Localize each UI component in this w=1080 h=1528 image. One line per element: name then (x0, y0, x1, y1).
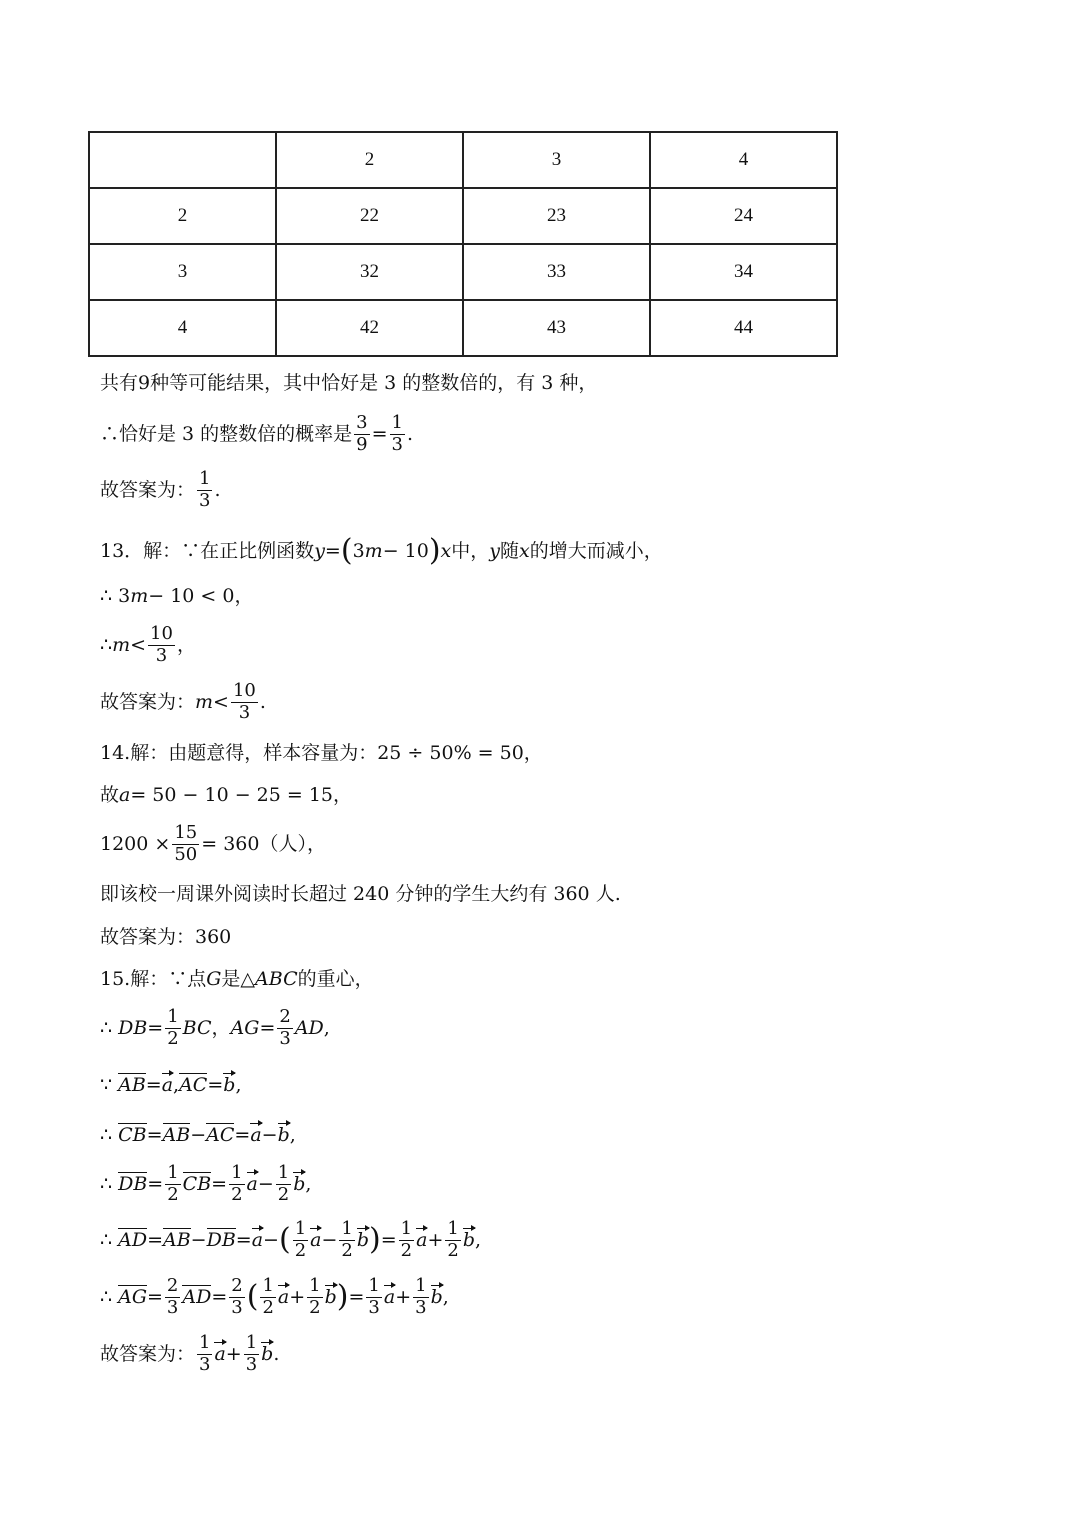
math-token: BC (182, 1016, 212, 1039)
table-cell: 22 (276, 188, 463, 244)
math-token: 3 (199, 1353, 211, 1375)
math-token: − (261, 1124, 278, 1146)
math-token: 1 (309, 1275, 321, 1296)
q14-answer (100, 928, 231, 947)
math-token: a (383, 1285, 396, 1308)
fraction (413, 1277, 428, 1318)
fraction (165, 1277, 180, 1318)
table-cell: 34 (650, 244, 837, 300)
math-token: 3 (199, 489, 211, 511)
math-token: m (112, 633, 131, 656)
math-token: a (119, 784, 131, 806)
math-token: AB (118, 1074, 146, 1096)
math-token: x (519, 539, 530, 562)
math-token: AG (230, 1016, 260, 1039)
math-token: 2 (277, 1183, 290, 1205)
math-token: 3 (368, 1296, 380, 1318)
math-token: 50 (174, 843, 198, 865)
math-token: = 360（人）， (201, 832, 326, 855)
math-token: . (273, 1342, 280, 1365)
q13-inequality (100, 587, 253, 606)
math-token: 故答案为：360 (100, 926, 232, 948)
table-cell: 33 (463, 244, 650, 300)
fraction (339, 1220, 354, 1261)
math-token: 15.解：∵点 (100, 968, 207, 990)
math-token: ∴ (100, 633, 113, 656)
math-token: = (211, 1285, 228, 1308)
math-token: 2 (231, 1183, 243, 1205)
math-token: 的重心， (297, 968, 374, 990)
math-token: 的增大而减小， (529, 539, 663, 562)
q15-step3 (100, 1126, 296, 1145)
math-token: ( (340, 533, 353, 568)
math-token: b (324, 1285, 337, 1308)
math-token: 3 (391, 433, 403, 455)
math-token: 14.解：由题意得，样本容量为：25 ÷ 50% = 50， (100, 742, 543, 764)
math-token: 1 (415, 1275, 427, 1296)
fraction (260, 1277, 275, 1318)
math-token: . (407, 422, 414, 445)
math-token: = (147, 1172, 164, 1195)
math-token: 3 (356, 412, 368, 433)
math-token: ∴ (100, 1172, 113, 1195)
q12-probability-line (100, 414, 413, 455)
math-token: = (324, 539, 341, 562)
q15-step5 (100, 1220, 481, 1261)
math-token: DB (118, 1172, 148, 1195)
fraction (197, 470, 212, 511)
math-token: 共有9种等可能结果，其中恰好是 3 的整数倍的，有 3 种， (100, 372, 598, 394)
math-token: y (489, 539, 501, 562)
fraction (293, 1220, 308, 1261)
math-token: b (356, 1228, 370, 1251)
math-token: b (277, 1124, 290, 1146)
fraction (366, 1277, 381, 1318)
math-token: 2 (294, 1239, 307, 1261)
q15-step1 (100, 1008, 330, 1049)
math-token: 1 (391, 412, 403, 433)
math-token: ， (211, 1016, 231, 1039)
math-token: a (214, 1342, 226, 1365)
math-token: ABC (255, 968, 298, 990)
math-token: a (277, 1285, 290, 1308)
math-token: 1 (167, 1006, 179, 1027)
math-token: = (380, 1228, 397, 1251)
math-token: 故答案为： (100, 478, 196, 501)
math-token: ( (246, 1279, 259, 1315)
math-token: a (250, 1124, 262, 1146)
math-token: 故答案为： (100, 1342, 196, 1365)
q15-premise (100, 970, 374, 989)
table-cell: 2 (276, 132, 463, 188)
q12-answer (100, 470, 221, 511)
math-token: b (430, 1285, 443, 1308)
math-token: − (263, 1228, 279, 1251)
math-token: 2 (447, 1239, 459, 1261)
math-token: AB (162, 1228, 191, 1251)
math-token: b (223, 1074, 236, 1096)
math-token: − 10 < 0， (148, 585, 254, 607)
table-cell: 42 (276, 300, 463, 356)
math-token: DB (118, 1016, 148, 1039)
math-token: = (235, 1228, 252, 1251)
fraction (307, 1277, 322, 1318)
q15-step2 (100, 1076, 241, 1095)
table-cell: 3 (463, 132, 650, 188)
math-token: 3 (415, 1296, 427, 1318)
math-token: 1 (262, 1275, 274, 1296)
math-token: + (225, 1342, 242, 1365)
math-token: x (440, 539, 452, 562)
math-token: 1 (277, 1162, 290, 1183)
math-token: 2 (400, 1239, 413, 1261)
math-token: 故答案为： (100, 690, 196, 713)
fraction (390, 414, 405, 455)
q14-a-value (100, 786, 352, 805)
math-token: 1 (167, 1162, 179, 1183)
math-token: ∴ (100, 1228, 113, 1251)
table-row (89, 300, 837, 356)
math-token: AD (294, 1016, 324, 1039)
math-token: , (235, 1074, 242, 1096)
math-token: 1 (400, 1218, 413, 1239)
math-token: ) (336, 1279, 349, 1315)
table-cell: 43 (463, 300, 650, 356)
math-token: m (130, 585, 149, 607)
math-token: ) (369, 1222, 381, 1258)
math-token: ∵ (100, 1074, 113, 1096)
math-token: = (371, 422, 388, 445)
fraction (244, 1334, 259, 1375)
math-token: ∴恰好是 3 的整数倍的概率是 (100, 422, 353, 445)
table-cell: 24 (650, 188, 837, 244)
math-token: − (321, 1228, 338, 1251)
math-token: 3 (155, 644, 168, 666)
math-token: ∴ 3 (100, 585, 131, 607)
math-token: 2 (167, 1027, 179, 1049)
math-token: 3 (231, 1296, 243, 1318)
math-token: y (314, 539, 325, 562)
math-token: 1200 × (100, 832, 171, 855)
math-token: 2 (231, 1275, 243, 1296)
fraction (399, 1220, 414, 1261)
math-token: = (147, 1228, 163, 1251)
math-token: 1 (341, 1218, 353, 1239)
math-token: m (364, 539, 383, 562)
math-token: − (257, 1172, 274, 1195)
fraction (445, 1220, 460, 1261)
fraction (148, 625, 175, 666)
math-token: m (195, 690, 214, 713)
fraction (229, 1277, 244, 1318)
fraction (276, 1164, 291, 1205)
table-cell: 44 (650, 300, 837, 356)
q14-estimate (100, 824, 326, 865)
math-token: DB (206, 1228, 236, 1251)
math-token: AC (179, 1074, 208, 1096)
math-token: AG (118, 1285, 147, 1308)
math-token: 3 (352, 539, 365, 562)
math-token: ( (278, 1222, 291, 1258)
math-token: 即该校一周课外阅读时长超过 240 分钟的学生大约有 360 人. (100, 883, 621, 905)
math-token: 2 (341, 1239, 353, 1261)
math-token: AB (162, 1124, 191, 1146)
math-token: , (442, 1285, 449, 1308)
math-token: 10 (232, 680, 256, 701)
math-token: 3 (166, 1296, 179, 1318)
math-token: ∴ (100, 1124, 113, 1146)
math-token: = (211, 1172, 228, 1195)
math-token: . (259, 690, 266, 713)
table-cell: 4 (89, 300, 276, 356)
math-token: + (395, 1285, 412, 1308)
math-token: = (145, 1074, 162, 1096)
multiplication-outcome-table (88, 131, 838, 357)
table-row (89, 244, 837, 300)
math-token: − (190, 1124, 207, 1146)
table-cell: 4 (650, 132, 837, 188)
math-token: 2 (166, 1275, 179, 1296)
table-row (89, 132, 837, 188)
fraction (231, 682, 258, 723)
math-token: 1 (294, 1218, 307, 1239)
math-token: a (246, 1172, 258, 1195)
math-token: + (427, 1228, 444, 1251)
math-token: + (289, 1285, 306, 1308)
math-token: < (130, 633, 147, 656)
math-token: − 10 (382, 539, 429, 562)
math-token: 3 (279, 1027, 291, 1049)
fraction (229, 1164, 244, 1205)
math-token: ) (428, 533, 441, 568)
math-token: 故 (100, 784, 120, 806)
math-token: 10 (150, 623, 173, 644)
math-token: 3 (245, 1353, 258, 1375)
math-token: a (310, 1228, 322, 1251)
math-token: a (161, 1074, 174, 1096)
math-token: b (293, 1172, 306, 1195)
math-token: 15 (174, 822, 198, 843)
math-token: G (206, 968, 222, 990)
math-token: = 50 − 10 − 25 = 15， (130, 784, 353, 806)
math-token: 1 (231, 1162, 243, 1183)
math-token: 3 (238, 701, 251, 723)
math-token: AD (182, 1285, 212, 1308)
math-token: ∴ (100, 1285, 113, 1308)
math-token: , (323, 1016, 330, 1039)
math-token: a (251, 1228, 264, 1251)
math-token: = (234, 1124, 251, 1146)
q13-solution (100, 625, 196, 666)
q15-answer (100, 1334, 279, 1375)
fraction (197, 1334, 212, 1375)
math-token: 中， (451, 539, 490, 562)
math-token: , (474, 1228, 482, 1251)
fraction (165, 1164, 180, 1205)
fraction (172, 824, 199, 865)
math-token: CB (182, 1172, 212, 1195)
math-token: a (416, 1228, 428, 1251)
math-token: 随 (500, 539, 520, 562)
math-token: = (147, 1285, 163, 1308)
math-token: , (305, 1172, 312, 1195)
math-token: = (259, 1016, 276, 1039)
math-token: AC (206, 1124, 235, 1146)
table-row (89, 188, 837, 244)
table-cell: 23 (463, 188, 650, 244)
math-token: b (462, 1228, 475, 1251)
table-cell: 2 (89, 188, 276, 244)
math-token: ， (176, 633, 196, 656)
math-token: , (289, 1124, 296, 1146)
math-token: . (214, 478, 221, 501)
math-token: 1 (199, 468, 211, 489)
math-token: 9 (356, 433, 368, 455)
math-token: 2 (309, 1296, 321, 1318)
q15-step6 (100, 1277, 449, 1318)
math-token: = (207, 1074, 224, 1096)
math-token: = (147, 1016, 164, 1039)
math-token: = (348, 1285, 365, 1308)
fraction (354, 414, 369, 455)
math-token: 1 (368, 1275, 380, 1296)
q13-answer (100, 682, 266, 723)
math-token: 是△ (221, 968, 256, 990)
math-token: = (146, 1124, 163, 1146)
q15-step4 (100, 1164, 311, 1205)
math-token: 1 (447, 1218, 459, 1239)
math-token: b (261, 1342, 274, 1365)
math-token: 2 (262, 1296, 274, 1318)
table-cell: 3 (89, 244, 276, 300)
math-token: < (213, 690, 229, 713)
math-token: 13．解：∵在正比例函数 (100, 539, 315, 562)
math-token: 1 (199, 1332, 211, 1353)
math-token: 1 (245, 1332, 258, 1353)
table-cell: 32 (276, 244, 463, 300)
math-token: − (190, 1228, 207, 1251)
math-token: 2 (279, 1006, 291, 1027)
math-token: ∴ (100, 1016, 113, 1039)
q14-conclusion (100, 885, 621, 904)
q14-sample-size (100, 744, 543, 763)
q12-outcome-count (100, 374, 597, 393)
math-token: CB (118, 1124, 147, 1146)
q13-premise (100, 533, 663, 568)
math-token: AD (118, 1228, 148, 1251)
fraction (277, 1008, 292, 1049)
fraction (165, 1008, 180, 1049)
math-token: , (173, 1074, 180, 1096)
table-cell (89, 132, 276, 188)
math-token: 2 (167, 1183, 179, 1205)
